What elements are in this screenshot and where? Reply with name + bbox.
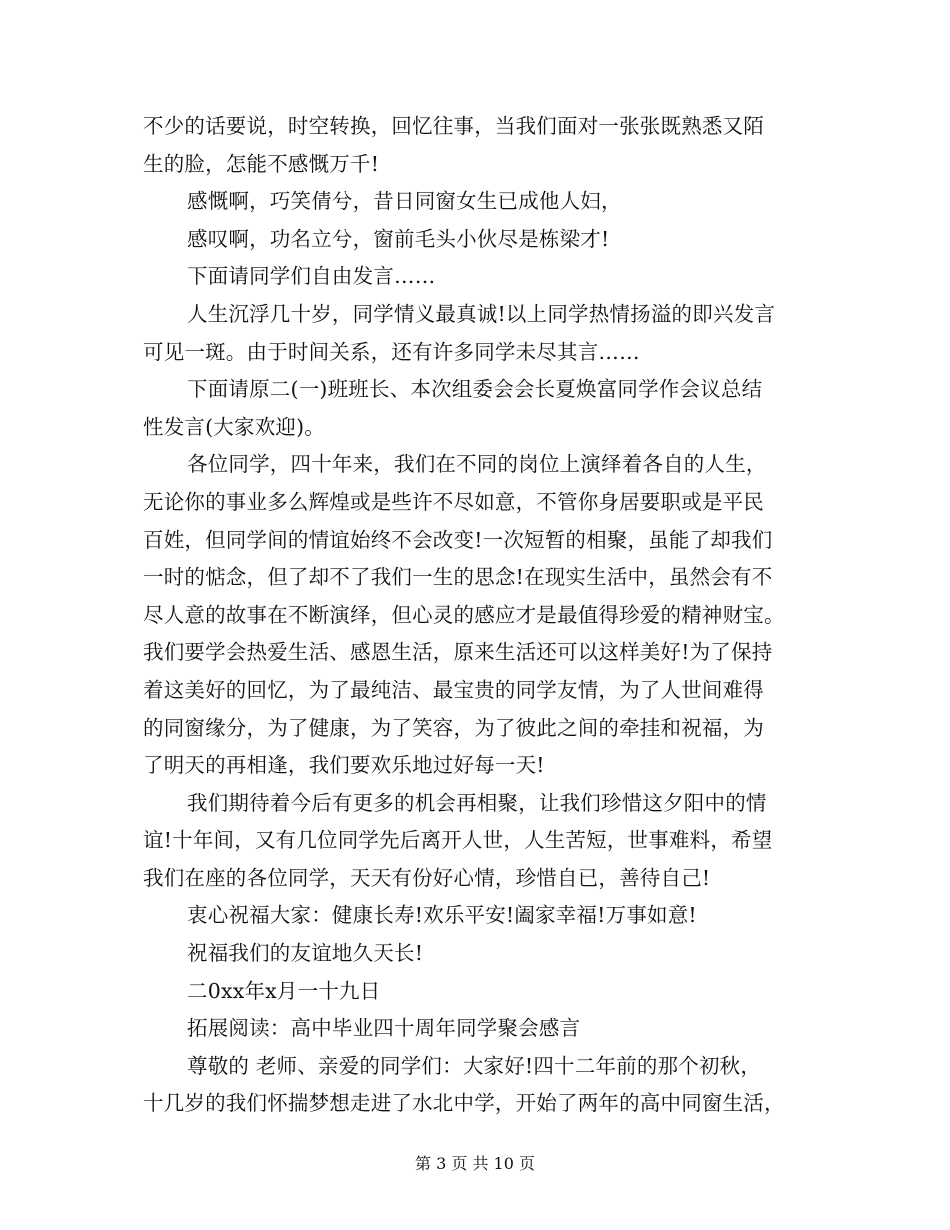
text-line: 拓展阅读：高中毕业四十周年同学聚会感言 [187, 1016, 581, 1041]
text-line: 感叹啊，功名立兮，窗前毛头小伙尽是栋梁才! [187, 226, 610, 251]
text-line: 百姓，但同学间的情谊始终不会改变!一次短暂的相聚，虽能了却我们 [143, 527, 773, 552]
text-line: 生的脸，怎能不感慨万千! [143, 151, 380, 176]
text-line: 衷心祝福大家：健康长寿!欢乐平安!阖家幸福!万事如意! [187, 903, 697, 928]
text-line: 的同窗缘分，为了健康，为了笑容，为了彼此之间的牵挂和祝福，为 [143, 715, 764, 740]
text-line: 我们在座的各位同学，天天有份好心情，珍惜自已，善待自己! [143, 865, 711, 890]
text-line: 谊!十年间，又有几位同学先后离开人世，人生苦短，世事难料，希望 [143, 828, 773, 853]
text-line: 我们要学会热爱生活、感恩生活，原来生活还可以这样美好!为了保持 [143, 640, 773, 665]
text-line: 下面请原二(一)班班长、本次组委会会长夏焕富同学作会议总结 [187, 377, 763, 402]
text-line: 祝福我们的友谊地久天长! [187, 941, 424, 966]
text-line: 一时的惦念，但了却不了我们一生的思念!在现实生活中，虽然会有不 [143, 565, 773, 590]
text-line: 尊敬的 老师、亲爱的同学们：大家好!四十二年前的那个初秋， [187, 1053, 762, 1078]
text-line: 无论你的事业多么辉煌或是些许不尽如意，不管你身居要职或是平民 [143, 489, 764, 514]
text-line: 不少的话要说，时空转换，回忆往事，当我们面对一张张既熟悉又陌 [143, 114, 764, 138]
document-body [143, 108, 807, 1123]
text-line: 可见一斑。由于时间关系，还有许多同学未尽其言…… [143, 339, 640, 364]
text-line: 人生沉浮几十岁，同学情义最真诚!以上同学热情扬溢的即兴发言 [187, 301, 776, 326]
text-line: 各位同学，四十年来，我们在不同的岗位上演绎着各自的人生， [187, 452, 767, 477]
text-line: 感慨啊，巧笑倩兮，昔日同窗女生已成他人妇， [187, 189, 622, 214]
text-line: 着这美好的回忆，为了最纯洁、最宝贵的同学友情，为了人世间难得 [143, 677, 764, 702]
text-line: 性发言(大家欢迎)。 [143, 414, 325, 439]
text-line: 下面请同学们自由发言…… [187, 264, 436, 289]
text-line: 了明天的再相逢，我们要欢乐地过好每一天! [143, 753, 545, 778]
text-line: 尽人意的故事在不断演绎，但心灵的感应才是最值得珍爱的精神财宝。 [143, 602, 785, 627]
text-line: 十几岁的我们怀揣梦想走进了水北中学，开始了两年的高中同窗生活， [143, 1091, 785, 1116]
page-footer: 第 3 页 共 10 页 [415, 1154, 535, 1173]
text-line: 我们期待着今后有更多的机会再相聚，让我们珍惜这夕阳中的情 [187, 790, 767, 815]
text-line: 二0xx年x月一十九日 [187, 978, 381, 1003]
